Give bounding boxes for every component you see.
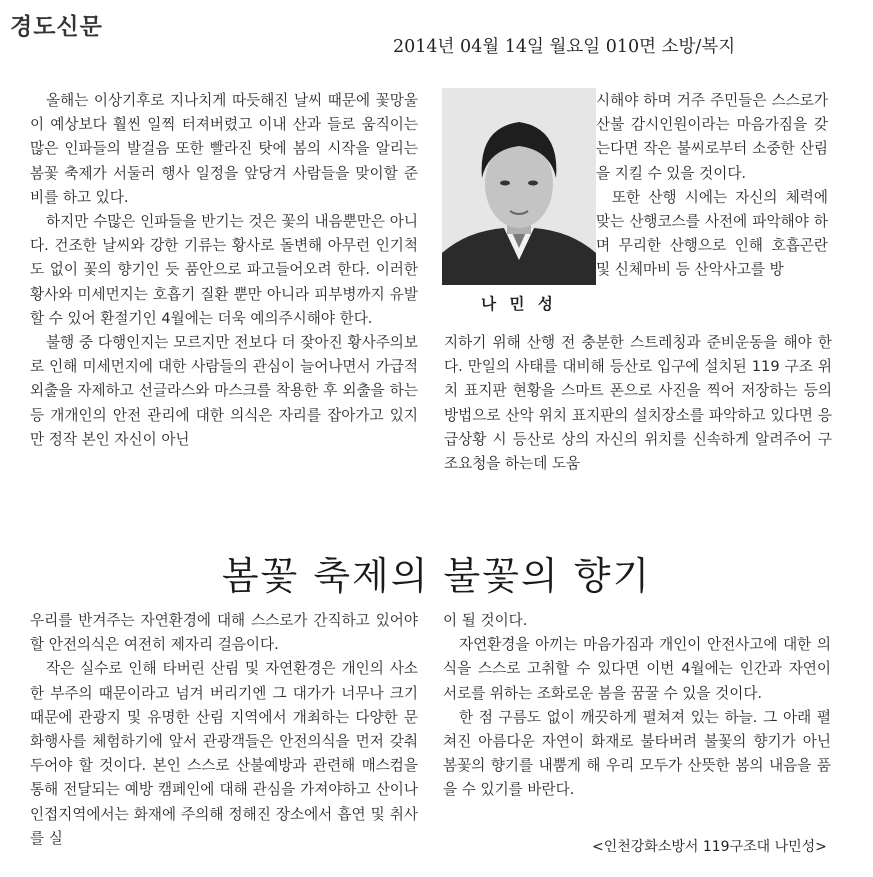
paragraph: 올해는 이상기후로 지나치게 따듯해진 날씨 때문에 꽃망울이 예상보다 훨씬 일찍 터져버렸고 이내 산과 들로 움직이는 많은 인파들의 발걸음 또한 빨라진 탓에 봄의 시작을 알리는 봄꽃 축제가 서둘러 행사 일정을 앞당겨 사람들을 맞이할 준비를 하고 있다. bbox=[30, 92, 418, 206]
paragraph: 지하기 위해 산행 전 충분한 스트레칭과 준비운동을 해야 한다. 만일의 사태를 대비해 등산로 입구에 설치된 119 구조 위치 표지판 현황을 스마트 폰으로 사진을 찍어 저장하는 등의 방법으로 산악 위치 표지판의 설치장소를 파악하고 있다면 응급상황 시 등산로 상의 자신의 위치를 신속하게 알려주어 구조요청을 하는데 도움 bbox=[444, 334, 832, 473]
paragraph: 또한 산행 시에는 자신의 체력에 맞는 산행코스를 사전에 파악해야 하며 무리한 산행으로 인해 호흡곤란 및 신체마비 등 산악사고를 방 bbox=[596, 188, 828, 279]
article-column-2 bbox=[596, 89, 828, 283]
article-column-1 bbox=[30, 89, 418, 452]
paragraph: 작은 실수로 인해 타버린 산림 및 자연환경은 개인의 사소한 부주의 때문이라고 넘겨 버리기엔 그 대가가 너무나 크기 때문에 관광지 및 유명한 산림 지역에서 개최하는 다양한 문화행사를 체험하기에 앞서 관광객들은 안전의식을 먼저 갖춰두어야 할 것이다. 본인 스스로 산불예방과 관련해 매스컴을 통해 전달되는 예방 캠페인에 대해 관심을 가져야하고 산이나 인접지역에서는 화재에 주의해 정해진 장소에서 흡연 및 취사를 실 bbox=[30, 660, 418, 847]
paragraph: 우리를 반겨주는 자연환경에 대해 스스로가 간직하고 있어야 할 안전의식은 여전히 제자리 걸음이다. bbox=[30, 612, 418, 654]
article-column-2-wide bbox=[444, 331, 832, 476]
photo-caption: 나 민 성 bbox=[481, 295, 557, 313]
paragraph: 시해야 하며 거주 주민들은 스스로가 산불 감시인원이라는 마음가짐을 갖는다면 작은 불씨로부터 소중한 산림을 지킬 수 있을 것이다. bbox=[596, 92, 828, 182]
masthead: 경도신문 bbox=[10, 14, 103, 40]
paragraph: 자연환경을 아끼는 마음가짐과 개인이 안전사고에 대한 의식을 스스로 고취할 수 있다면 이번 4월에는 인간과 자연이 서로를 위하는 조화로운 봄을 꿈꿀 수 있을 것이다. bbox=[443, 636, 831, 702]
paragraph: 이 될 것이다. bbox=[443, 612, 528, 629]
portrait-image bbox=[442, 88, 596, 285]
article-column-4 bbox=[443, 609, 831, 803]
paragraph: 불행 중 다행인지는 모르지만 전보다 더 잦아진 황사주의보로 인해 미세먼지에 대한 사람들의 관심이 늘어나면서 가급적 외출을 자제하고 선글라스와 마스크를 착용한 후 외출을 하는 등 개개인의 안전 관리에 대한 의식은 자리를 잡아가고 있지만 정작 본인 자신이 아닌 bbox=[30, 334, 418, 448]
paragraph: 한 점 구름도 없이 깨끗하게 펼쳐져 있는 하늘. 그 아래 펼쳐진 아름다운 자연이 화재로 불타버려 불꽃의 향기가 아닌 봄꽃의 향기를 내뿜게 해 우리 모두가 산뜻한 봄의 내음을 품을 수 있기를 바란다. bbox=[443, 708, 831, 799]
paragraph: 하지만 수많은 인파들을 반기는 것은 꽃의 내음뿐만은 아니다. 건조한 날씨와 강한 기류는 황사로 돌변해 아무런 인기척도 없이 꽃의 향기인 듯 품안으로 파고들어오려 한다. 이러한 황사와 미세먼지는 호흡기 질환 뿐만 아니라 피부병까지 유발할 수 있어 환절기인 4월에는 더욱 예의주시해야 한다. bbox=[30, 213, 418, 327]
article-column-3 bbox=[30, 609, 418, 851]
headline: 봄꽃 축제의 불꽃의 향기 bbox=[221, 554, 652, 599]
dateline: 2014년 04월 14일 월요일 010면 소방/복지 bbox=[393, 37, 736, 57]
byline: <인천강화소방서 119구조대 나민성> bbox=[592, 839, 827, 855]
author-photo bbox=[442, 88, 596, 285]
